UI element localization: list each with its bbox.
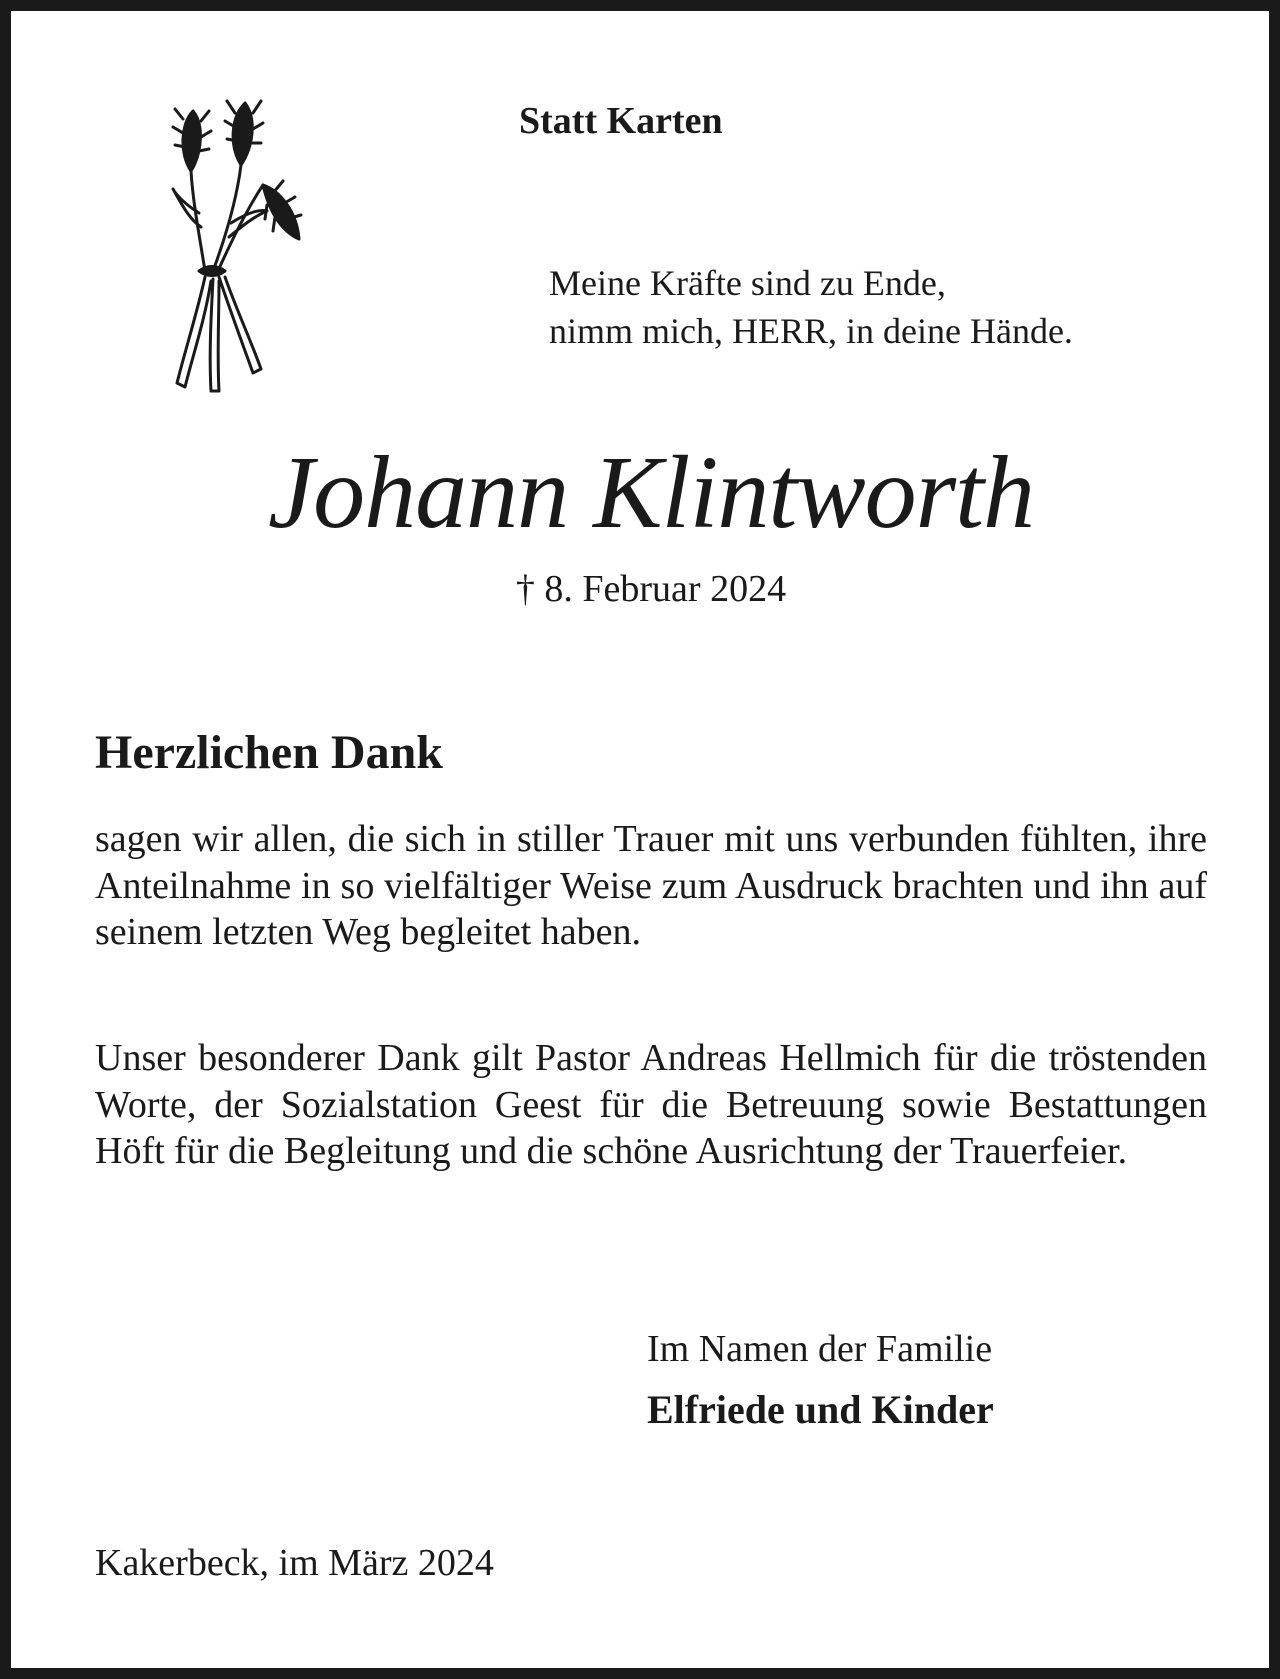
signature-intro: Im Namen der Familie [647,1328,993,1370]
thanks-paragraph: sagen wir allen, die sich in stiller Trauer mit uns verbunden fühlten, ihre Anteilnahme in so vielfältiger Weise zum Ausdruck brachten und ihn auf seinem letzten Weg begleitet haben. [95,818,1207,953]
special-thanks-paragraph: Unser besonderer Dank gilt Pastor Andreas Hellmich für die tröstenden Worte, der Sozialstation Geest für die Betreuung sowie Bestattungen Höft für die Begleitung und die schöne Ausrichtung der Trauerfeier. [95,1037,1207,1172]
intro-text: Statt Karten [519,100,723,142]
deceased-name: Johann Klintworth [268,435,1034,550]
bible-verse [549,259,1073,355]
signature-names: Elfriede und Kinder [647,1387,994,1432]
wheat-icon [171,93,321,395]
verse-line: nimm mich, HERR, in deine Hände. [549,311,1073,351]
thanks-heading: Herzlichen Dank [95,726,443,779]
place-date: Kakerbeck, im März 2024 [95,1542,494,1584]
verse-line: Meine Kräfte sind zu Ende, [549,263,946,303]
death-date: † 8. Februar 2024 [515,568,787,610]
